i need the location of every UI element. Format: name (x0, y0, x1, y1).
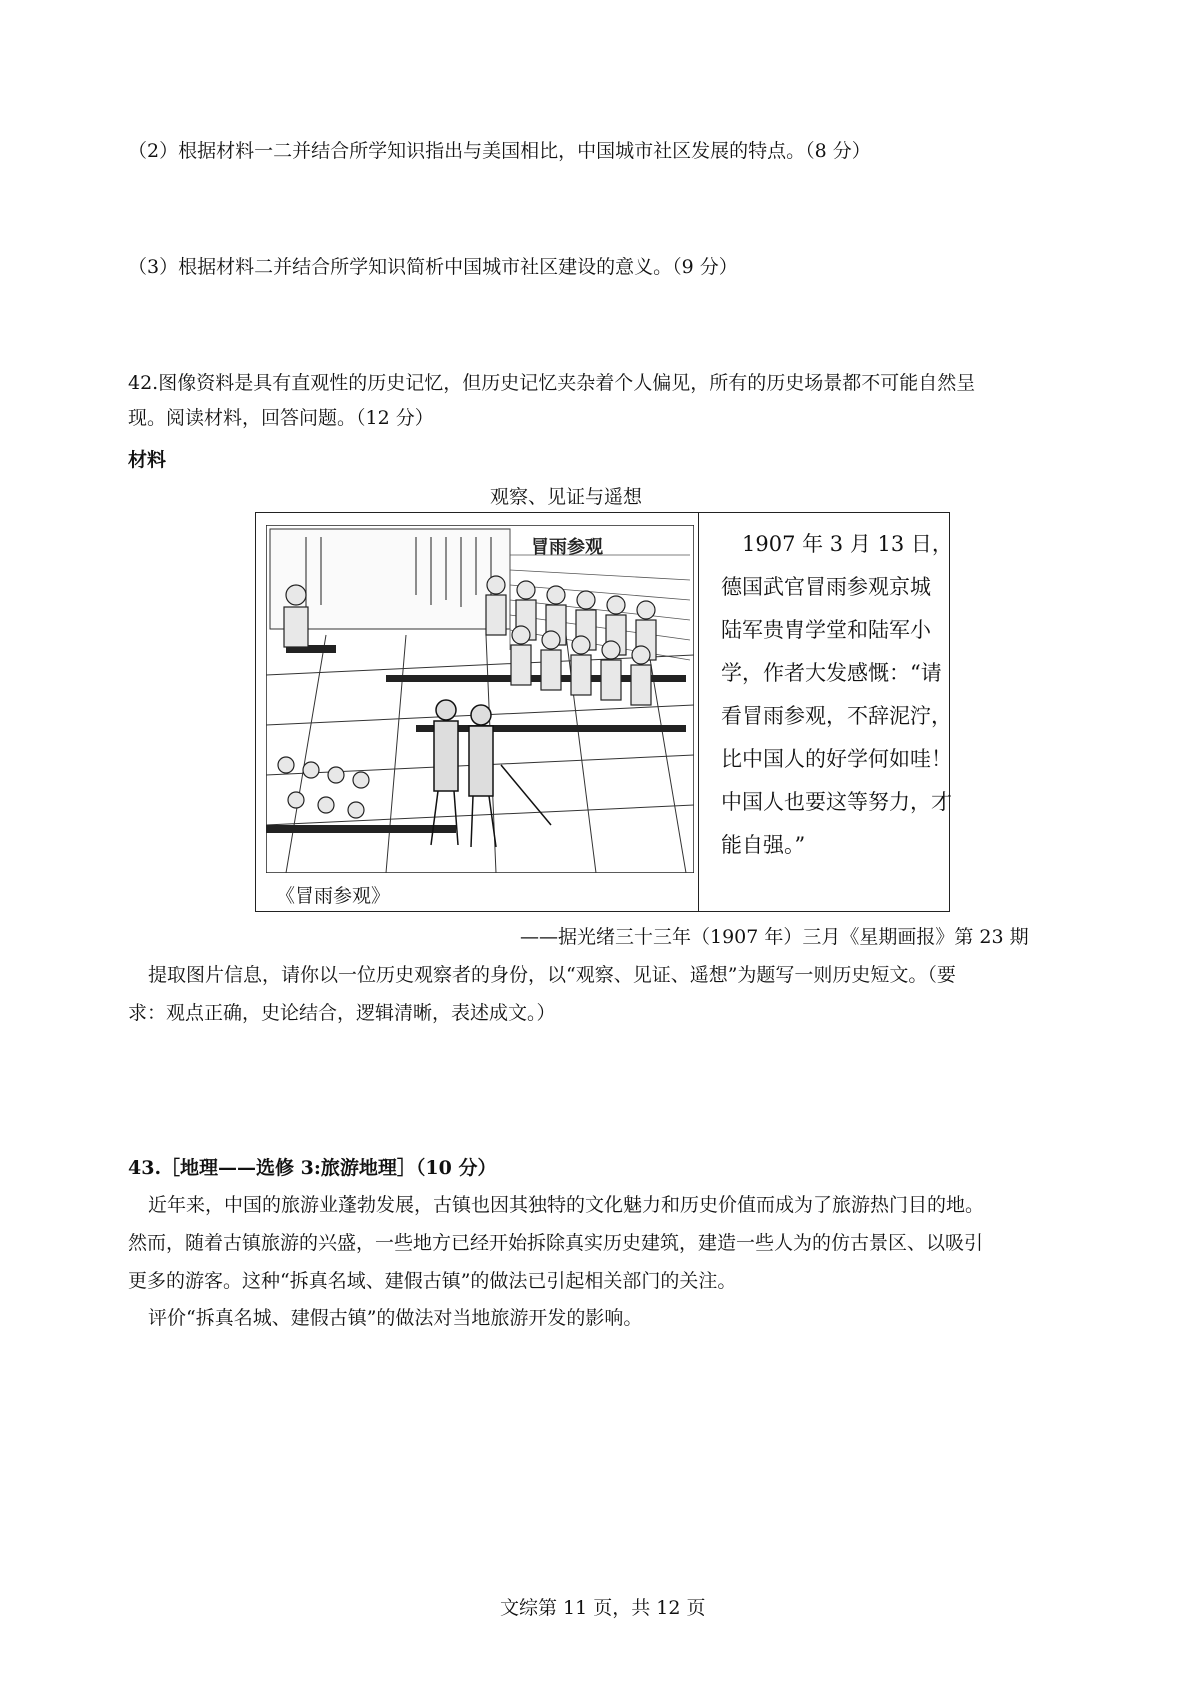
figure-text-line: 德国武官冒雨参观京城 (721, 575, 931, 599)
question-43-heading: 43.［地理——选修 3:旅游地理］（10 分） (128, 1157, 497, 1179)
question-41-sub2: （2）根据材料一二并结合所学知识指出与美国相比，中国城市社区发展的特点。（8 分） (128, 140, 871, 162)
question-41-sub3: （3）根据材料二并结合所学知识简析中国城市社区建设的意义。（9 分） (128, 256, 738, 278)
figure-description (699, 513, 952, 867)
figure-text-line: 1907 年 3 月 13 日， (721, 532, 953, 556)
historical-woodcut-image (266, 525, 694, 873)
question-43-para-line: 近年来，中国的旅游业蓬勃发展，古镇也因其独特的文化魅力和历史价值而成为了旅游热门目的地。 (148, 1194, 985, 1216)
page-footer: 文综第 11 页，共 12 页 (500, 1597, 706, 1619)
figure-text-line: 陆军贵胄学堂和陆军小 (721, 618, 931, 642)
figure-text-line: 能自强。” (721, 833, 806, 857)
question-42-task-line1: 提取图片信息，请你以一位历史观察者的身份，以“观察、见证、遥想”为题写一则历史短文。（要 (148, 964, 956, 986)
figure-text-line: 看冒雨参观，不辞泥泞， (721, 704, 952, 728)
question-42-intro-line1: 42.图像资料是具有直观性的历史记忆，但历史记忆夹杂着个人偏见，所有的历史场景都不可能自然呈 (128, 372, 976, 394)
figure-source: ——据光绪三十三年（1907 年）三月《星期画报》第 23 期 (520, 926, 1029, 948)
question-42-task-line2: 求：观点正确，史论结合，逻辑清晰，表述成文。） (128, 1002, 556, 1024)
material-label: 材料 (128, 449, 167, 471)
question-43-question: 评价“拆真名城、建假古镇”的做法对当地旅游开发的影响。 (148, 1307, 643, 1329)
figure-text-line: 学，作者大发感慨：“请 (721, 661, 942, 685)
image-banner: 冒雨参观 (531, 537, 603, 558)
figure-box (255, 512, 953, 912)
figure-title: 观察、见证与遥想 (490, 486, 643, 508)
figure-text-line: 比中国人的好学何如哇！ (721, 747, 952, 771)
question-43-para-line: 然而，随着古镇旅游的兴盛，一些地方已经开始拆除真实历史建筑，建造一些人为的仿古景区、以吸引 (128, 1232, 984, 1254)
figure-text-line: 中国人也要这等努力，才 (721, 790, 952, 814)
image-caption: 《冒雨参观》 (276, 885, 391, 907)
question-43-para-line: 更多的游客。这种“拆真名域、建假古镇”的做法已引起相关部门的关注。 (128, 1270, 737, 1292)
question-42-intro-line2: 现。阅读材料，回答问题。（12 分） (128, 407, 434, 429)
